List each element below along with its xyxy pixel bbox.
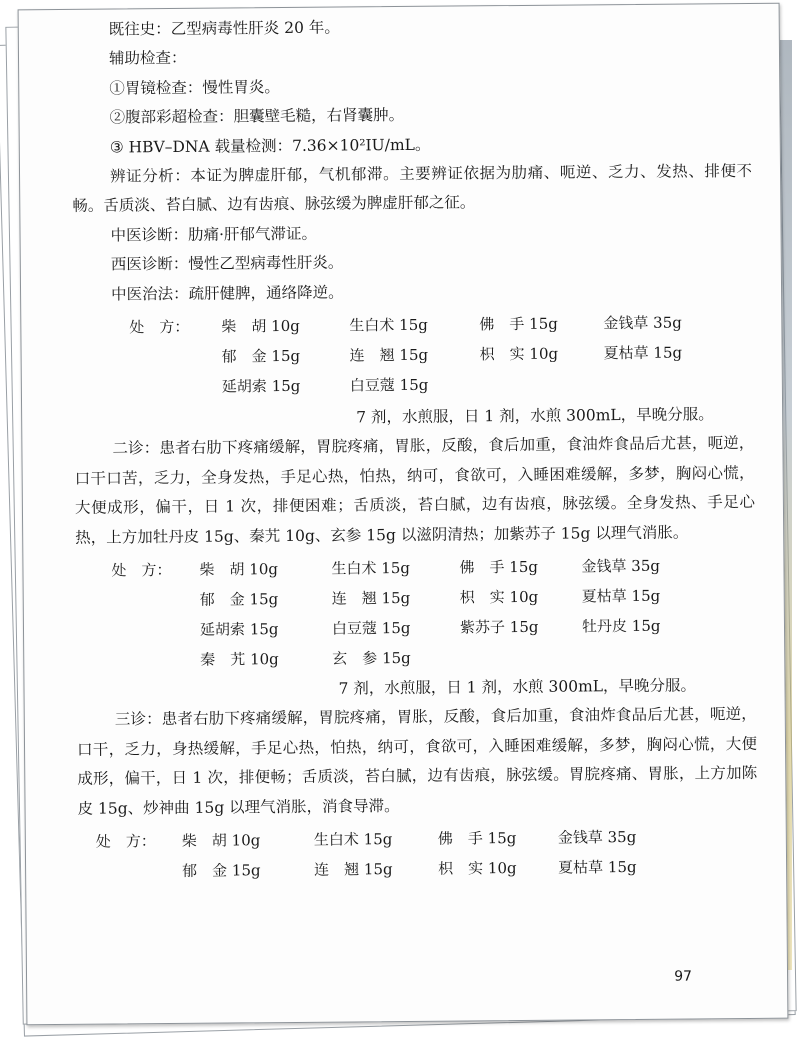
rx-label: 处 方： (111, 560, 172, 580)
rx-herb: 白豆蔻 15g (331, 618, 411, 638)
rx-label: 处 方： (129, 317, 190, 337)
rx-herb: 秦 艽 10g (200, 650, 279, 669)
rx-herb: 郁 金 15g (199, 590, 279, 609)
rx-herb: 夏枯草 15g (603, 343, 683, 363)
rx-herb: 紫苏子 15g (459, 617, 539, 637)
rx-herb: 生白术 15g (349, 315, 428, 335)
rx-usage: 7 剂，水煎服，日 1 剂，水煎 300mL，早晚分服。 (356, 405, 714, 427)
syndrome-analysis: 辨证分析：本证为脾虚肝郁，气机郁滞。主要辨证依据为肋痛、呃逆、乏力、发热、排便不畅。舌质淡、苔白腻、边有齿痕、脉弦缓为脾虚肝郁之征。 (72, 161, 753, 216)
exam-item: ③ HBV–DNA 载量检测：7.36×10²IU/mL。 (109, 135, 431, 157)
tcm-diagnosis: 中医诊断：肋痛·肝郁气滞证。 (110, 224, 318, 245)
rx-herb: 连 翘 15g (331, 588, 411, 608)
page-text (71, 4, 759, 884)
rx-herb: 生白术 15g (331, 558, 411, 578)
western-diagnosis: 西医诊断：慢性乙型病毒性肝炎。 (110, 253, 344, 274)
rx-herb: 白豆蔻 15g (349, 375, 429, 395)
rx-herb: 牡丹皮 15g (581, 616, 661, 636)
rx-herb: 玄 参 15g (332, 648, 411, 668)
rx-herb: 金钱草 35g (557, 827, 637, 847)
rx-herb: 连 翘 15g (349, 345, 429, 365)
rx-label: 处 方： (95, 832, 156, 851)
rx-herb: 枳 实 10g (459, 587, 539, 607)
third-visit: 三诊：患者右肋下疼痛缓解，胃脘疼痛，胃胀，反酸，食后加重，食油炸食品后尤甚，呃逆，口干，乏力，身热缓解，手足心热，怕热，纳可，食欲可，入睡困难缓解，多梦，胸闷心慌，大便成形，偏干，日 1 次，排便畅；舌质淡，苔白腻，边有齿痕，脉弦缓。胃脘疼痛、胃胀，上方加陈皮 15g、炒神曲 15g 以理气消胀，消食导滞。 (76, 705, 758, 818)
rx-herb: 连 翘 15g (314, 860, 393, 879)
page-number: 97 (674, 968, 693, 985)
prescription-1 (87, 304, 754, 400)
prescription-2 (89, 547, 756, 673)
rx-usage: 7 剂，水煎服，日 1 剂，水煎 300mL，早晚分服。 (338, 676, 697, 698)
rx-herb: 柴 胡 10g (221, 316, 300, 336)
rx-herb: 金钱草 35g (603, 313, 682, 333)
prescription-3 (92, 818, 758, 884)
aux-exam-heading: 辅助检查： (108, 49, 187, 68)
rx-herb: 佛 手 15g (437, 828, 517, 848)
rx-herb: 枳 实 10g (438, 858, 517, 878)
book-page (18, 3, 789, 1026)
rx-herb: 柴 胡 10g (181, 831, 261, 850)
treatment-principle: 中医治法：疏肝健脾，通络降逆。 (110, 283, 344, 304)
rx-herb: 佛 手 15g (479, 314, 558, 334)
rx-herb: 生白术 15g (313, 830, 393, 849)
rx-herb: 夏枯草 15g (581, 586, 661, 606)
exam-item: ②腹部彩超检查：胆囊壁毛糙，右肾囊肿。 (109, 106, 405, 127)
rx-herb: 郁 金 15g (182, 861, 261, 880)
rx-herb: 枳 实 10g (479, 344, 559, 364)
rx-herb: 郁 金 15g (221, 346, 301, 366)
rx-herb: 佛 手 15g (459, 557, 539, 577)
rx-herb: 柴 胡 10g (199, 560, 279, 579)
history-line: 既往史：乙型病毒性肝炎 20 年。 (108, 18, 340, 39)
rx-herb: 夏枯草 15g (558, 857, 637, 877)
rx-herb: 延胡索 15g (199, 620, 279, 639)
rx-herb: 延胡索 15g (221, 376, 301, 396)
rx-herb: 金钱草 35g (581, 556, 661, 576)
exam-item: ①胃镜检查：慢性胃炎。 (109, 77, 280, 98)
second-visit: 二诊：患者右肋下疼痛缓解，胃脘疼痛，胃胀，反酸，食后加重，食油炸食品后尤甚，呃逆，口干口苦，乏力，全身发热，手足心热，怕热，纳可，食欲可，入睡困难缓解，多梦，胸闷心慌，大便成形，偏干，日 1 次，排便困难；舌质淡，苔白腻，边有齿痕，脉弦缓。全身发热、手足心热，上方加牡丹皮 15g、秦艽 10g、玄参 15g 以滋阴清热；加紫苏子 15g 以理气消胀。 (74, 434, 755, 547)
